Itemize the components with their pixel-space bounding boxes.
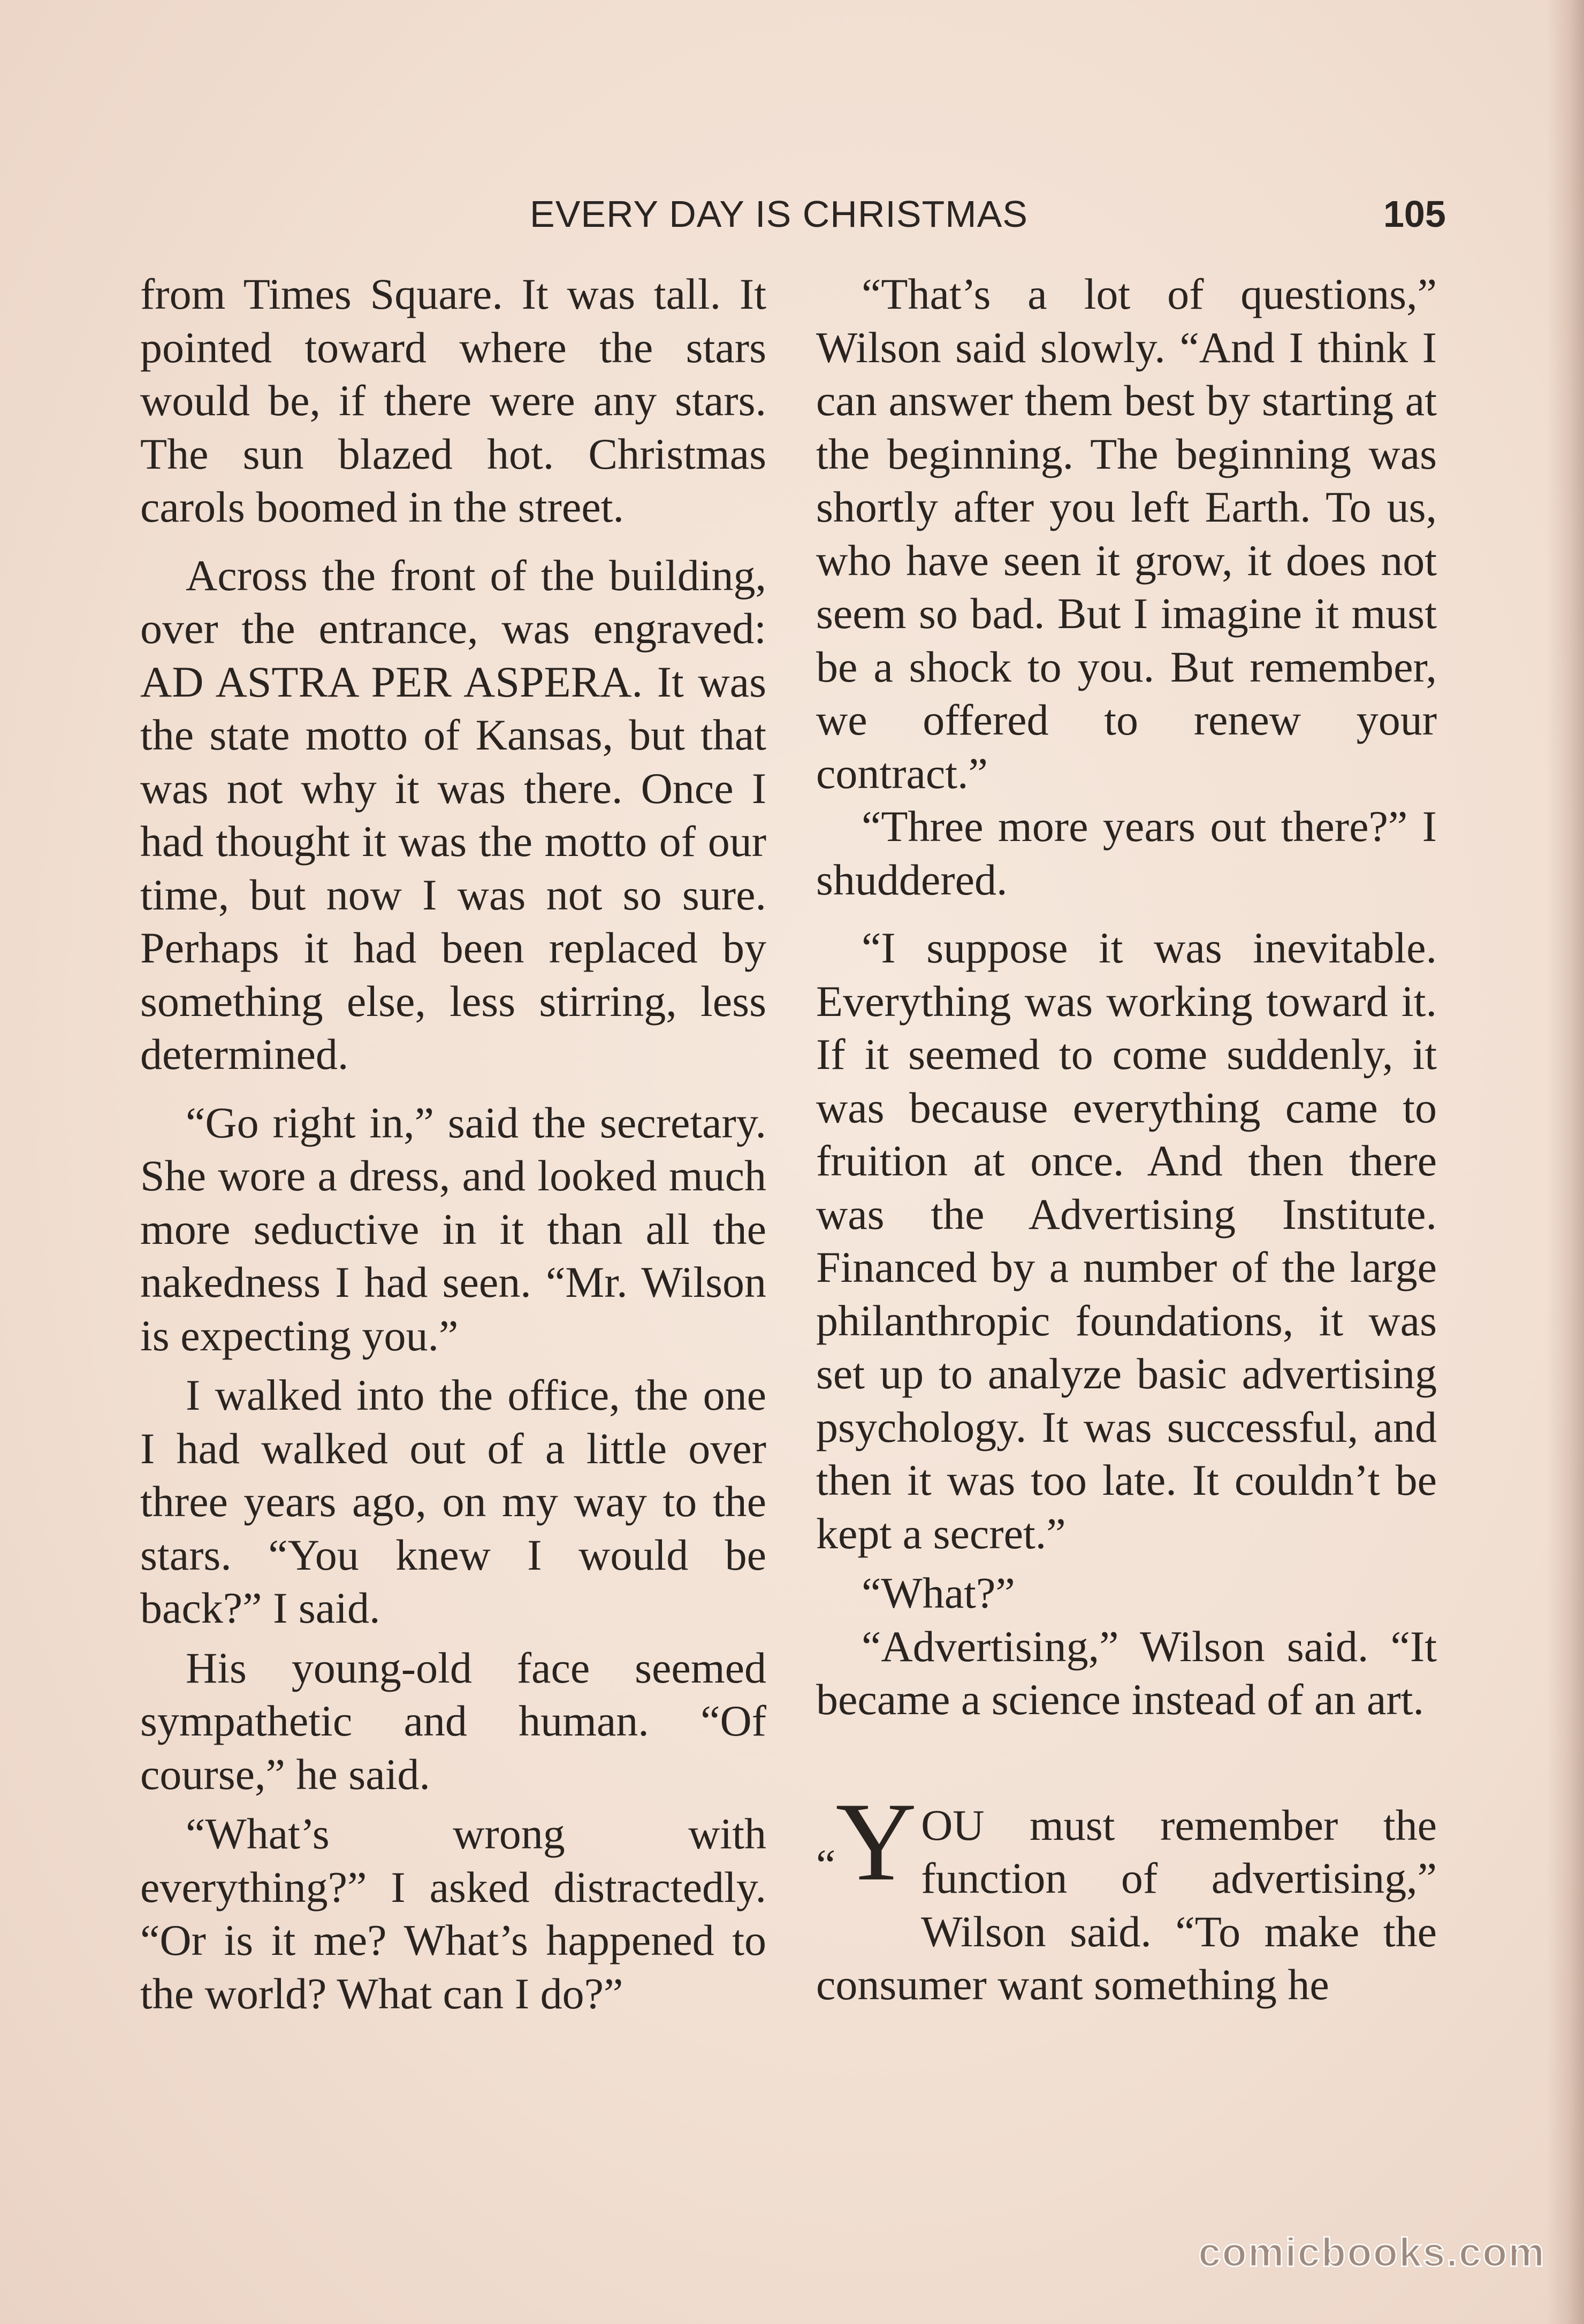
page-number: 105	[1383, 193, 1446, 235]
paragraph: “That’s a lot of questions,” Wilson said slowly. “And I think I can answer them best by starting at the beginning. The beginning was shortly after you left Earth. To us, who have seen it grow, it does not seem so bad. But I imagine it must be a shock to you. But remember, we offered to renew your contract.”	[816, 270, 1437, 798]
page-spine-shadow	[1547, 0, 1584, 2324]
left-column	[140, 267, 766, 2020]
paragraph: from Times Square. It was tall. It pointed toward where the stars would be, if there were any stars. The sun blazed hot. Christmas carols boomed in the street.	[140, 270, 766, 531]
paragraph: I walked into the office, the one I had walked out of a little over three years ago, on my way to the stars. “You knew I would be back?” I said.	[140, 1371, 766, 1632]
running-title: EVERY DAY IS CHRISTMAS	[530, 193, 1028, 235]
paragraph: “I suppose it was inevitable. Everything was working toward it. If it seemed to come suddenly, it was because everything came to fruition at once. And then there was the Advertising Institute. Financed by a number of the large philanthropic foundations, it was set up to analyze basic advertising psychology. It was successful, and then it was too late. It couldn’t be kept a secret.”	[816, 923, 1437, 1558]
paragraph: Across the front of the building, over the entrance, was engraved: AD ASTRA PER ASPERA. It was the state motto of Kansas, but that was not why it was there. Once I had thought it was the motto of our time, but now I was not so sure. Perhaps it had been replaced by something else, less stirring, less determined.	[140, 551, 766, 1079]
section-opening-text: OU must remember the function of advertising,” Wilson said. “To make the consumer want something he	[816, 1800, 1437, 2009]
drop-cap-letter: Y	[835, 1779, 917, 1904]
right-column	[816, 267, 1437, 2012]
drop-cap-quote: “	[816, 1840, 836, 1889]
drop-cap	[816, 1779, 917, 1910]
paragraph: “What?”	[862, 1569, 1015, 1617]
section-opening-paragraph	[816, 1779, 1437, 2012]
paragraph: “Three more years out there?” I shuddered.	[816, 802, 1437, 904]
paragraph: “Advertising,” Wilson said. “It became a science instead of an art.	[816, 1622, 1437, 1724]
paragraph: “Go right in,” said the secretary. She wore a dress, and looked much more seductive in it than all the nakedness I had seen. “Mr. Wilson is expecting you.”	[140, 1098, 766, 1360]
paragraph: His young-old face seemed sympathetic and human. “Of course,” he said.	[140, 1643, 766, 1799]
paragraph: “What’s wrong with everything?” I asked distractedly. “Or is it me? What’s happened to the world? What can I do?”	[140, 1809, 766, 2018]
watermark: comicbooks.com	[1198, 2230, 1545, 2275]
